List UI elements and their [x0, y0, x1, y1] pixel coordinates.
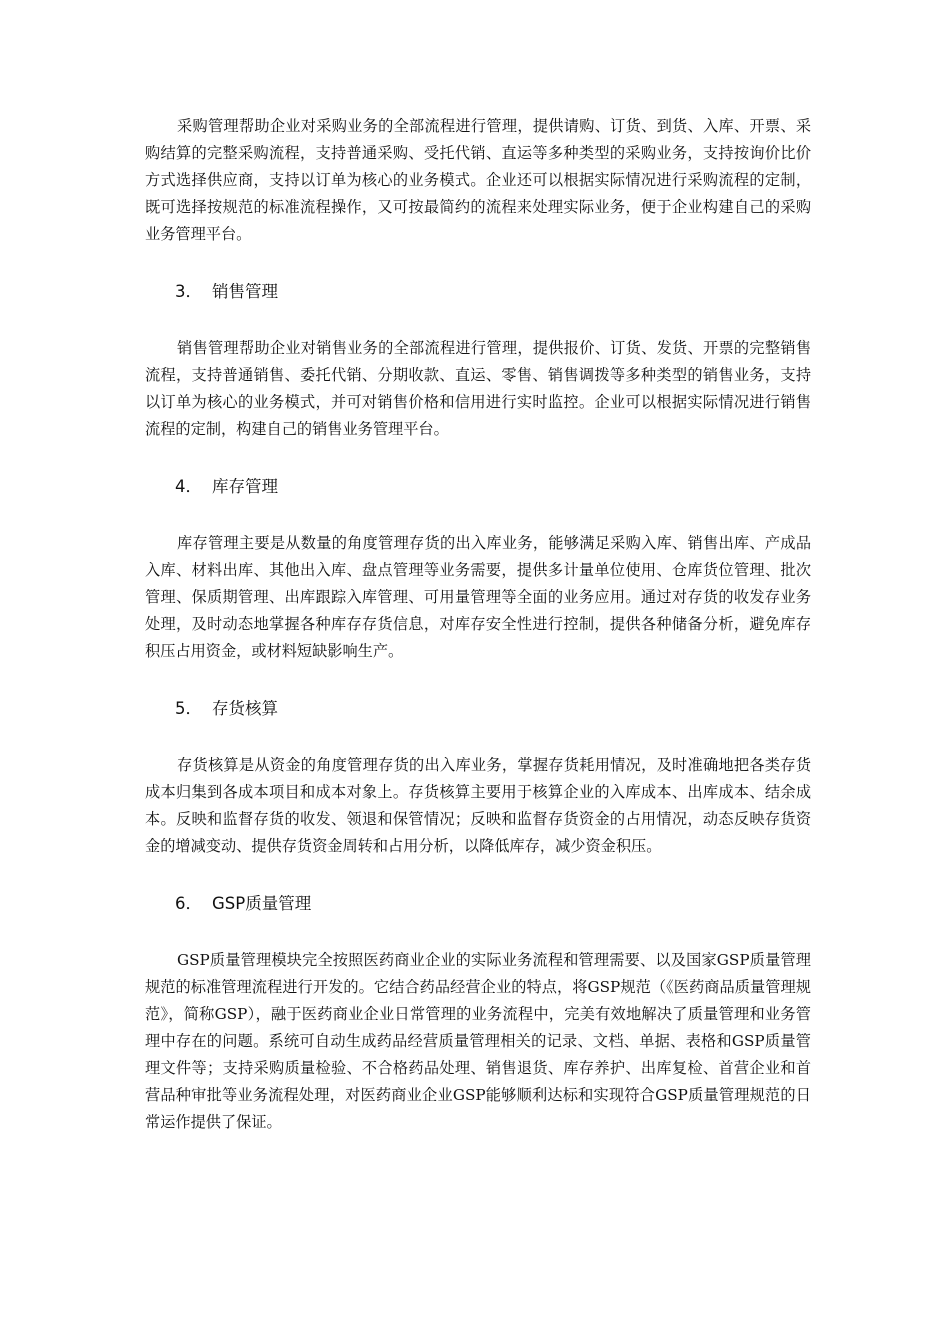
section-heading-gsp-quality — [145, 890, 811, 917]
section-heading-sales — [145, 278, 811, 305]
spacer — [145, 305, 811, 335]
document-page — [145, 113, 811, 1136]
section-number: 5． — [175, 699, 202, 718]
section-number: 4． — [175, 477, 202, 496]
section-title: 存货核算 — [212, 699, 278, 718]
inventory-accounting-paragraph: 存货核算是从资金的角度管理存货的出入库业务，掌握存货耗用情况，及时准确地把各类存货成本归集到各成本项目和成本对象上。存货核算主要用于核算企业的入库成本、出库成本、结余成本。反映和监督存货的收发、领退和保管情况；反映和监督存货资金的占用情况，动态反映存货资金的增减变动、提供存货资金周转和占用分析，以降低库存，减少资金积压。 — [145, 756, 811, 855]
spacer — [145, 443, 811, 473]
inventory-management-paragraph: 库存管理主要是从数量的角度管理存货的出入库业务，能够满足采购入库、销售出库、产成品入库、材料出库、其他出入库、盘点管理等业务需要，提供多计量单位使用、仓库货位管理、批次管理、保质期管理、出库跟踪入库管理、可用量管理等全面的业务应用。通过对存货的收发存业务处理，及时动态地掌握各种库存存货信息，对库存安全性进行控制，提供各种储备分析，避免库存积压占用资金，或材料短缺影响生产。 — [145, 534, 811, 660]
section-heading-inventory — [145, 473, 811, 500]
sales-management-paragraph: 销售管理帮助企业对销售业务的全部流程进行管理，提供报价、订货、发货、开票的完整销售流程，支持普通销售、委托代销、分期收款、直运、零售、销售调拨等多种类型的销售业务，支持以订单为核心的业务模式，并可对销售价格和信用进行实时监控。企业可以根据实际情况进行销售流程的定制，构建自己的销售业务管理平台。 — [145, 339, 811, 438]
spacer — [145, 248, 811, 278]
gsp-quality-paragraph: GSP质量管理模块完全按照医药商业企业的实际业务流程和管理需要、以及国家GSP质量管理规范的标准管理流程进行开发的。它结合药品经营企业的特点，将GSP规范（《医药商品质量管理规范》，简称GSP），融于医药商业企业日常管理的业务流程中，完美有效地解决了质量管理和业务管理中存在的问题。系统可自动生成药品经营质量管理相关的记录、文档、单据、表格和GSP质量管理文件等；支持采购质量检验、不合格药品处理、销售退货、库存养护、出库复检、首营企业和首营品种审批等业务流程处理，对医药商业企业GSP能够顺利达标和实现符合GSP质量管理规范的日常运作提供了保证。 — [145, 951, 811, 1131]
section-title: 库存管理 — [212, 477, 278, 496]
spacer — [145, 722, 811, 752]
spacer — [145, 860, 811, 890]
spacer — [145, 917, 811, 947]
spacer — [145, 500, 811, 530]
section-title: 销售管理 — [212, 282, 278, 301]
section-number: 3． — [175, 282, 202, 301]
spacer — [145, 665, 811, 695]
purchase-management-paragraph: 采购管理帮助企业对采购业务的全部流程进行管理，提供请购、订货、到货、入库、开票、采购结算的完整采购流程，支持普通采购、受托代销、直运等多种类型的采购业务，支持按询价比价方式选择供应商，支持以订单为核心的业务模式。企业还可以根据实际情况进行采购流程的定制，既可选择按规范的标准流程操作，又可按最简约的流程来处理实际业务，便于企业构建自己的采购业务管理平台。 — [145, 117, 811, 243]
section-heading-inventory-accounting — [145, 695, 811, 722]
section-number: 6． — [175, 894, 202, 913]
section-title: GSP质量管理 — [212, 894, 312, 913]
